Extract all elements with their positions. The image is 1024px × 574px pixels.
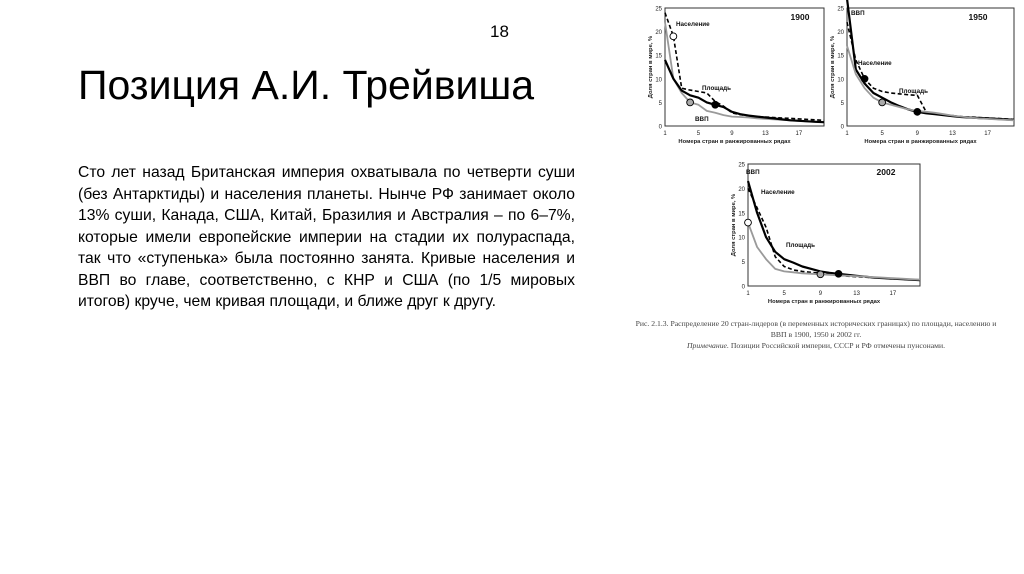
chart-1950 xyxy=(818,0,1018,160)
x-axis-label: Номера стран в ранжированных рядах xyxy=(864,139,977,145)
russia-marker xyxy=(817,271,824,278)
series-annotation: Площадь xyxy=(899,88,929,95)
series-annotation: ВВП xyxy=(851,10,865,17)
series-annotation: Население xyxy=(676,21,710,28)
russia-marker xyxy=(745,219,752,226)
x-tick-label: 9 xyxy=(915,131,919,137)
y-tick-label: 20 xyxy=(837,30,844,37)
y-tick-label: 10 xyxy=(655,77,662,84)
russia-marker xyxy=(914,108,921,115)
series-annotation: Население xyxy=(761,189,795,196)
y-tick-label: 0 xyxy=(658,124,662,131)
x-tick-label: 13 xyxy=(949,131,956,137)
x-tick-label: 5 xyxy=(782,291,786,297)
y-tick-label: 0 xyxy=(741,284,745,291)
caption-note-label: Примечание. xyxy=(686,341,729,350)
y-tick-label: 5 xyxy=(658,100,662,107)
y-tick-label: 25 xyxy=(738,162,745,169)
chart-title: 1950 xyxy=(968,12,988,22)
y-tick-label: 20 xyxy=(655,30,662,37)
y-tick-label: 5 xyxy=(840,100,844,107)
series-annotation: Площадь xyxy=(702,85,732,92)
slide-number: 18 xyxy=(490,22,509,41)
slide-title: Позиция А.И. Трейвиша xyxy=(78,62,535,108)
x-tick-label: 1 xyxy=(663,131,667,137)
x-tick-label: 13 xyxy=(853,291,860,297)
russia-marker xyxy=(687,99,694,106)
caption-note-text: Позиции Российской империи, СССР и РФ отмечены пунсонами. xyxy=(728,341,946,350)
y-tick-label: 15 xyxy=(738,211,745,218)
series-annotation: Население xyxy=(858,60,892,67)
y-tick-label: 5 xyxy=(741,260,745,267)
series-annotation: ВВП xyxy=(746,169,760,176)
x-tick-label: 17 xyxy=(889,291,897,297)
y-tick-label: 25 xyxy=(655,6,662,13)
x-tick-label: 5 xyxy=(880,131,884,137)
plot-frame xyxy=(847,8,1014,126)
x-tick-label: 9 xyxy=(730,131,734,137)
chart-2002 xyxy=(716,152,928,312)
y-tick-label: 20 xyxy=(738,186,745,193)
x-axis-label: Номера стран в ранжированных рядах xyxy=(678,139,791,145)
y-tick-label: 0 xyxy=(840,124,844,131)
y-tick-label: 15 xyxy=(655,53,662,60)
body-text: Сто лет назад Британская империя охватывала по четверти суши (без Антарктиды) и населения планеты. Нынче РФ занимает около 13% суши, Канада, США, Китай, Бразилия и Австралия – по 6–7%, которые имели европейские империи на стадии их полураспада, так что «ступенька» была постоянно занята. Кривые населения и ВВП во главе, соответственно, с КНР и США (по 1/5 мировых итогов) круче, чем кривая площади, и ближе друг к другу. xyxy=(78,164,575,310)
russia-marker xyxy=(670,33,677,40)
caption-note xyxy=(628,340,1004,351)
x-tick-label: 17 xyxy=(795,131,803,137)
caption-text: Рис. 2.1.3. Распределение 20 стран-лидеров (в переменных исторических границах) по площади, населению и ВВП в 1900, 1950 и 2002 гг. xyxy=(635,319,997,339)
figure-caption xyxy=(628,318,1004,351)
series-line-area xyxy=(847,46,1014,121)
chart-1900 xyxy=(628,0,828,160)
russia-marker xyxy=(712,101,719,108)
russia-marker xyxy=(861,75,868,82)
x-tick-label: 9 xyxy=(818,291,823,297)
series-line-gdp xyxy=(665,60,824,122)
x-tick-label: 1 xyxy=(746,291,750,297)
series-annotation: ВВП xyxy=(695,116,709,123)
chart-title: 1900 xyxy=(790,12,810,22)
russia-marker xyxy=(835,270,842,277)
y-axis-label: Доля стран в мире, % xyxy=(830,35,836,99)
y-tick-label: 15 xyxy=(837,53,844,60)
series-annotation: Площадь xyxy=(786,242,816,249)
chart-title: 2002 xyxy=(876,167,896,177)
series-line-population xyxy=(847,22,1014,119)
x-axis-label: Номера стран в ранжированных рядах xyxy=(767,299,881,305)
x-tick-label: 5 xyxy=(696,131,701,137)
y-tick-label: 10 xyxy=(837,77,844,84)
x-tick-label: 17 xyxy=(984,131,991,137)
series-line-area xyxy=(665,22,824,122)
x-tick-label: 1 xyxy=(845,131,849,137)
x-tick-label: 13 xyxy=(762,131,769,137)
russia-marker xyxy=(879,99,886,106)
y-axis-label: Доля стран в мире, % xyxy=(648,35,654,99)
y-tick-label: 25 xyxy=(837,6,844,13)
y-axis-label: Доля стран в мире, % xyxy=(731,193,737,257)
y-tick-label: 10 xyxy=(738,235,745,242)
